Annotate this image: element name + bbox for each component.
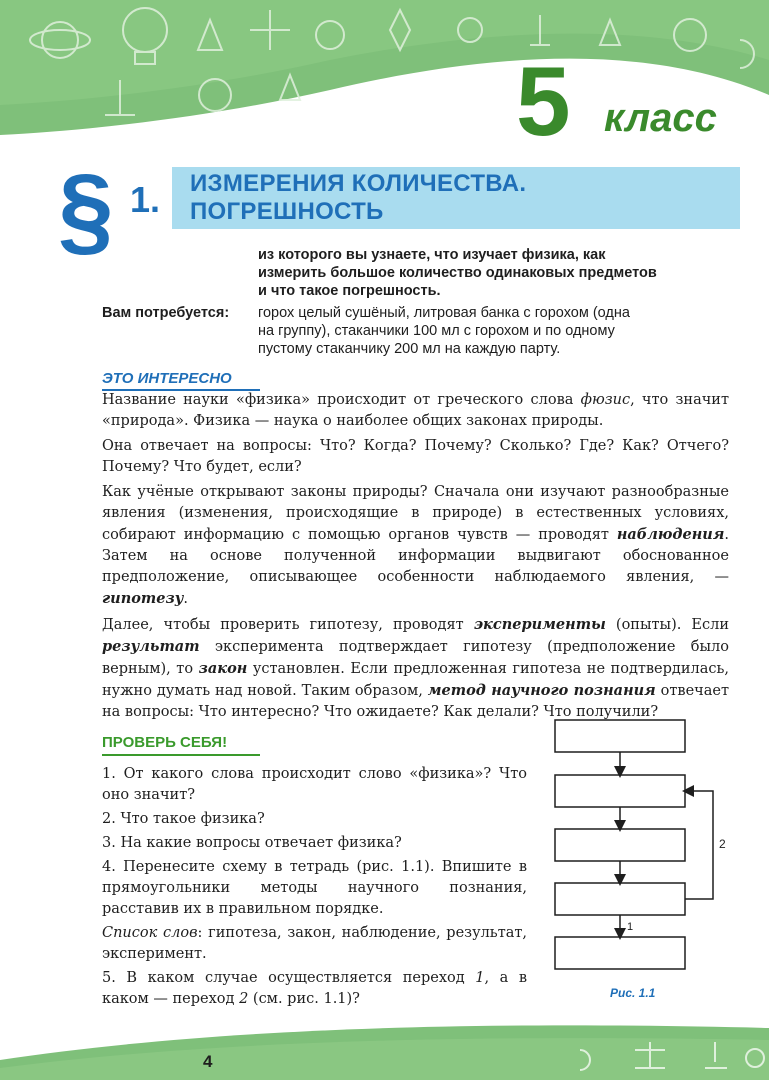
page-number: 4	[203, 1052, 213, 1071]
materials-line: пустому стаканчику 200 мл на каждую парту.	[258, 341, 561, 357]
diagram-arrow-transition-2	[685, 791, 713, 899]
diagram-box-1	[555, 720, 685, 752]
materials-text	[258, 304, 718, 358]
section-sign: §	[58, 154, 114, 266]
term-result: результат	[102, 638, 200, 655]
check-heading-underline	[102, 754, 260, 756]
term-observations: наблюдения	[616, 526, 725, 543]
check-heading: ПРОВЕРЬ СЕБЯ!	[102, 734, 228, 751]
paragraph-2: Она отвечает на вопросы: Что? Когда? Почему? Сколько? Где? Как? Отчего? Почему? Что будет, если?	[102, 438, 729, 475]
question-3: 3. На какие вопросы отвечает физика?	[102, 835, 402, 851]
section-number: 1.	[130, 179, 161, 220]
figure-caption: Рис. 1.1	[610, 986, 656, 1000]
diagram-box-2	[555, 775, 685, 807]
question-2: 2. Что такое физика?	[102, 811, 265, 827]
paragraph-1: Название науки «физика» происходит от греческого слова фюзис, что значит «природа». Физика — наука о наиболее общих законах природы.	[102, 392, 729, 429]
materials-line: горох целый сушёный, литровая банка с горохом (одна	[258, 305, 630, 321]
footer-decorative-band	[0, 1020, 769, 1080]
diagram-label-2: 2	[719, 837, 726, 851]
question-4: 4. Перенесите схему в тетрадь (рис. 1.1). Впишите в прямоугольники методы научного познания, расставив их в правильном порядке.	[102, 859, 527, 917]
materials-line: на группу), стаканчики 100 мл с горохом и по одному	[258, 323, 615, 339]
paragraph-4: Далее, чтобы проверить гипотезу, проводят эксперименты (опыты). Если результат эксперимента подтверждает гипотезу (предположение было верным), то закон установлен. Если предложенная гипотеза не подтвердилась, нужно думать над новой. Таким образом, метод научного познания отвечает на вопросы: Что интересно? Что ожидаете? Как делали? Что получили?	[102, 616, 729, 720]
intro-line: измерить большое количество одинаковых предметов	[258, 265, 657, 281]
materials-label: Вам потребуется:	[102, 305, 230, 321]
interesting-heading: ЭТО ИНТЕРЕСНО	[102, 370, 232, 387]
grade-number: 5	[516, 46, 571, 156]
section-title-line-2: ПОГРЕШНОСТЬ	[190, 198, 384, 225]
check-questions	[102, 764, 527, 1010]
paragraph-3: Как учёные открывают законы природы? Сначала они изучают разнообразные явления (изменения, происходящие в природе) в естественных условиях, собирают информацию с помощью органов чувств — проводят наблюдения. Затем на основе полученной информации выдвигают обоснованное предположение, описывающее особенности наблюдаемого явления, — гипотезу.	[102, 484, 729, 607]
grade-word: класс	[604, 96, 717, 140]
term-fusis: фюзис	[580, 392, 631, 408]
interesting-text	[102, 390, 729, 723]
section-title-line-1: ИЗМЕРЕНИЯ КОЛИЧЕСТВА.	[190, 170, 527, 197]
question-5: 5. В каком случае осуществляется переход 1, а в каком — переход 2 (см. рис. 1.1)?	[102, 970, 527, 1007]
intro-line: и что такое погрешность.	[258, 283, 441, 299]
term-hypothesis: гипотезу	[102, 590, 184, 607]
term-law: закон	[198, 660, 248, 677]
diagram-box-4	[555, 883, 685, 915]
term-experiments: эксперименты	[473, 616, 606, 633]
scientific-method-diagram	[545, 715, 745, 980]
word-list: Список слов: гипотеза, закон, наблюдение, результат, эксперимент.	[102, 925, 528, 962]
intro-line: из которого вы узнаете, что изучает физика, как	[258, 247, 606, 263]
question-1: 1. От какого слова происходит слово «физика»? Что оно значит?	[102, 766, 527, 803]
word-list-label: Список слов	[102, 925, 198, 941]
section-intro	[258, 246, 728, 300]
diagram-label-1: 1	[627, 921, 634, 933]
diagram-box-5	[555, 937, 685, 969]
term-scientific-method: метод научного познания	[427, 682, 656, 699]
diagram-box-3	[555, 829, 685, 861]
